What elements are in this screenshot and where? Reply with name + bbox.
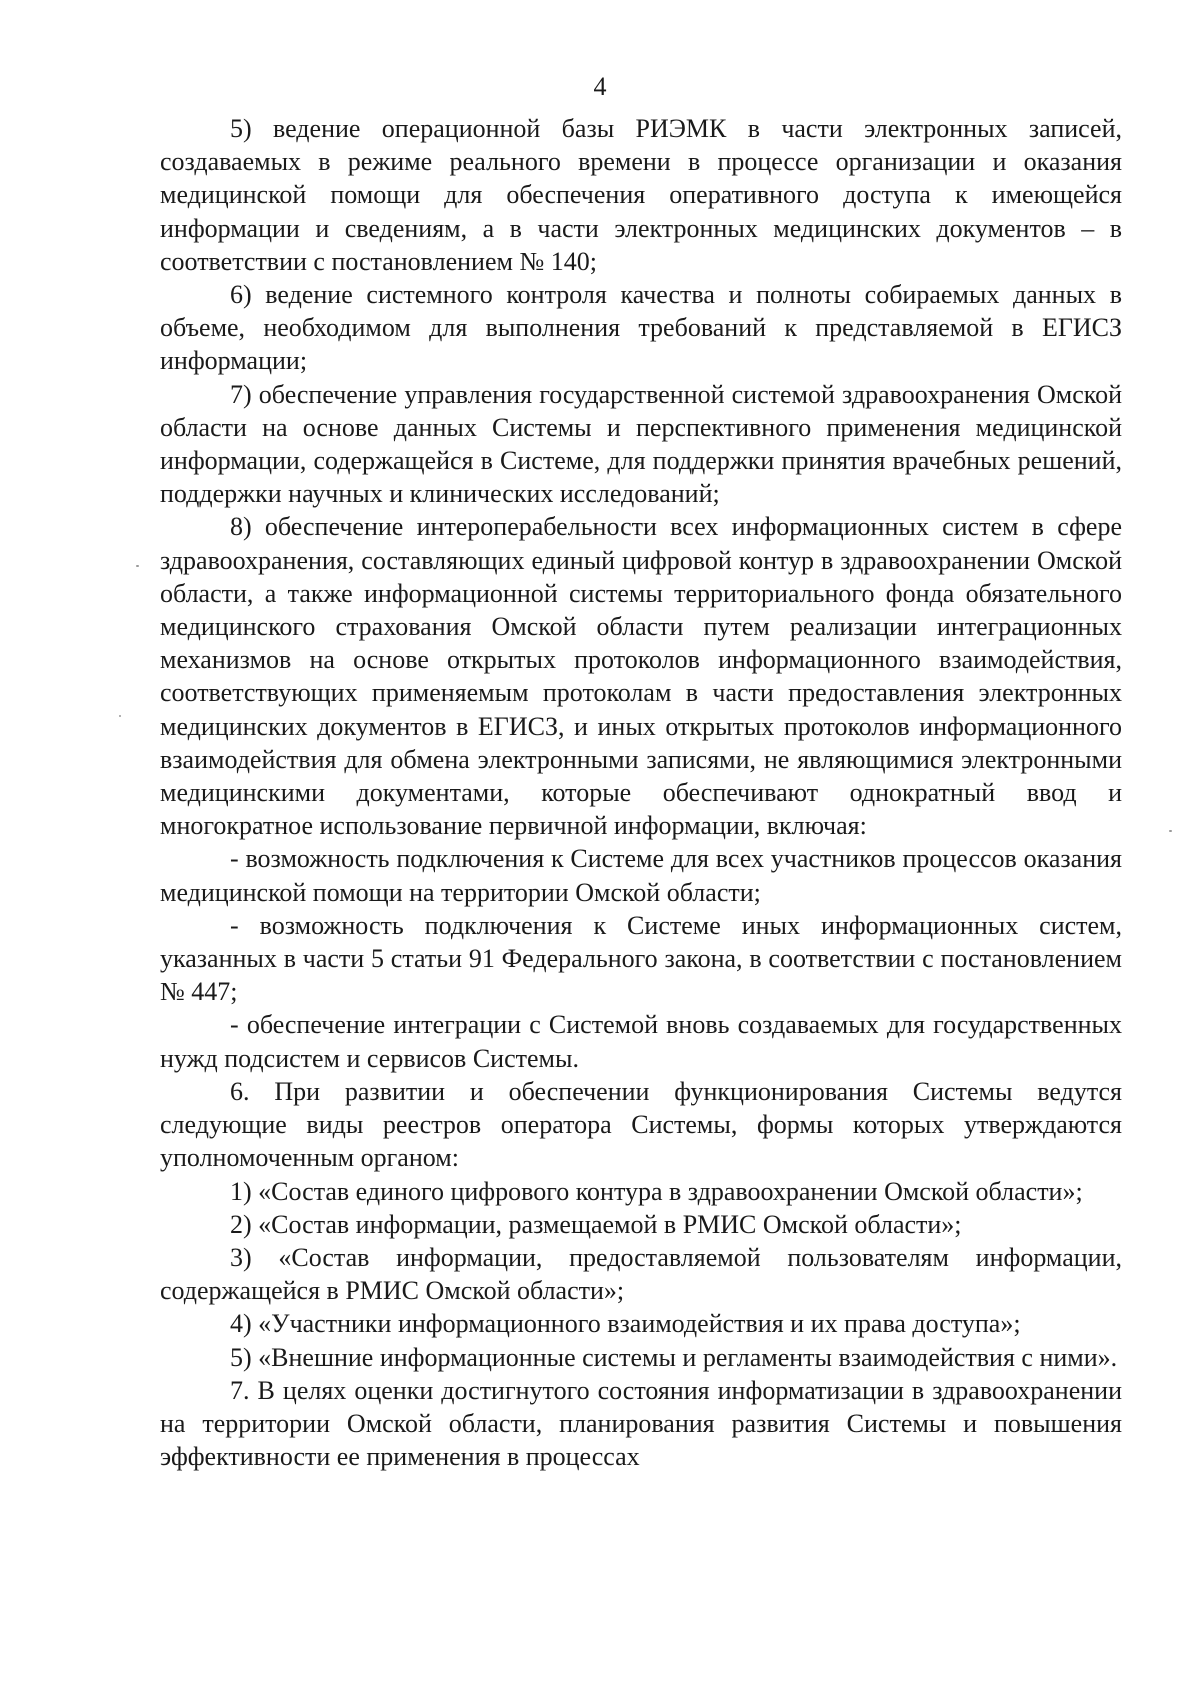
list-item-connection-participants: - возможность подключения к Системе для всех участников процессов оказания медицинской помощи на территории Омской области; bbox=[160, 844, 1122, 907]
section-7-assessment: 7. В целях оценки достигнутого состояния информатизации в здравоохранении на территории Омской области, планирования развития Системы и повышения эффективности ее применения в процессах bbox=[160, 1375, 1122, 1472]
registry-item-3: 3) «Состав информации, предоставляемой пользователям информации, содержащейся в РМИС Омской области»; bbox=[160, 1242, 1122, 1306]
list-item-connection-other-systems: - возможность подключения к Системе иных информационных систем, указанных в части 5 статьи 91 Федерального закона, в соответствии с постановлением № 447; bbox=[160, 910, 1122, 1007]
registry-item-4: 4) «Участники информационного взаимодействия и их права доступа»; bbox=[230, 1309, 1021, 1339]
section-6-registries: 6. При развитии и обеспечении функционирования Системы ведутся следующие виды реестров оператора Системы, формы которых утверждаются уполномоченным органом: bbox=[160, 1076, 1122, 1173]
scan-speck bbox=[119, 715, 121, 717]
scan-speck bbox=[136, 565, 139, 567]
paragraph-item-6-quality-control: 6) ведение системного контроля качества и полноты собираемых данных в объеме, необходимом для выполнения требований к представляемой в ЕГИСЗ информации; bbox=[160, 280, 1122, 376]
paragraph-item-8-interoperability: 8) обеспечение интероперабельности всех информационных систем в сфере здравоохранения, составляющих единый цифровой контур в здравоохранении Омской области, а также информационной системы территориального фонда обязательного медицинского страхования Омской области путем реализации интеграционных механизмов на основе открытых протоколов информационного взаимодействия, соответствующих применяемым протоколам в части предоставления электронных медицинских документов в ЕГИСЗ, и иных открытых протоколов информационного взаимодействия для обмена электронными записями, не являющимися электронными медицинскими документами, которые обеспечивают однократный ввод и многократное использование первичной информации, включая: bbox=[160, 512, 1122, 841]
paragraph-item-7-healthcare-management: 7) обеспечение управления государственной системой здравоохранения Омской области на основе данных Системы и перспективного применения медицинской информации, содержащейся в Системе, для поддержки принятия врачебных решений, поддержки научных и клинических исследований; bbox=[160, 379, 1122, 509]
list-item-integration-subsystems: - обеспечение интеграции с Системой вновь создаваемых для государственных нужд подсистем и сервисов Системы. bbox=[160, 1010, 1122, 1073]
paragraph-item-5-operational-base: 5) ведение операционной базы РИЭМК в части электронных записей, создаваемых в режиме реального времени в процессе организации и оказания медицинской помощи для обеспечения оперативного доступа к имеющейся информации и сведениям, а в части электронных медицинских документов – в соответствии с постановлением № 140; bbox=[160, 114, 1122, 276]
registry-item-2: 2) «Состав информации, размещаемой в РМИС Омской области»; bbox=[230, 1209, 962, 1239]
registry-item-5: 5) «Внешние информационные системы и регламенты взаимодействия с ними». bbox=[230, 1342, 1118, 1372]
registry-item-1: 1) «Состав единого цифрового контура в здравоохранении Омской области»; bbox=[230, 1176, 1083, 1206]
page-number: 4 bbox=[593, 72, 607, 101]
document-body bbox=[160, 112, 1122, 1473]
scan-speck bbox=[1169, 830, 1172, 832]
